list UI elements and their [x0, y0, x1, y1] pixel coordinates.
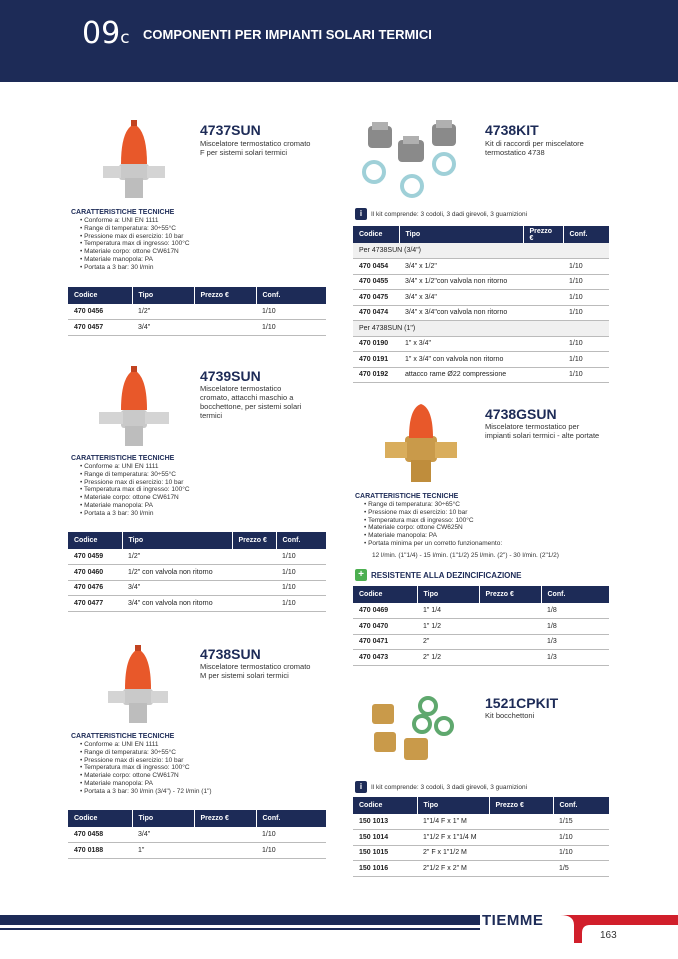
kit-note: i Il kit comprende: 3 codoli, 3 dadi girevoli, 3 guarnizioni	[355, 208, 527, 220]
table-row: 470 0455 3/4" x 1/2"con valvola non ritorno 1/10	[353, 274, 609, 290]
table-subheader: Per 4738SUN (1")	[353, 321, 609, 337]
product-table-1521cpkit: Codice Tipo Prezzo € Conf. 150 1013 1"1/4 F x 1" M 1/15 150 1014 1"1/2 F x 1"1/4 M 1/10 150 1015 2" F x 1"1/2 M 1/10 150 1016 2"1/2 F x 2" M 1/5	[353, 797, 609, 877]
table-row: 470 0477 3/4" con valvola non ritorno 1/10	[68, 596, 326, 612]
product-description: Kit di raccordi per miscelatore termostatico 4738	[485, 139, 584, 157]
info-icon: i	[355, 781, 367, 793]
product-table-4738gsun: Codice Tipo Prezzo € Conf. 470 0469 1" 1/4 1/8 470 0470 1" 1/2 1/8 470 0471 2" 1/3 470 0473 2" 1/2 1/3	[353, 586, 609, 666]
product-description: Miscelatore termostatico cromato F per sistemi solari termici	[200, 139, 311, 157]
table-row: 470 0469 1" 1/4 1/8	[353, 603, 609, 619]
product-name: 4738GSUN	[485, 406, 557, 422]
valve-4738sun-image	[108, 645, 168, 725]
valve-4739sun-image	[97, 366, 171, 448]
brand-logo: TIEMME	[482, 912, 544, 929]
table-row: 470 0188 1" 1/10	[68, 843, 326, 859]
tech-flow-rates: 12 l/min. (1"1/4) - 15 l/min. (1"1/2) 25 l/min. (2") - 30 l/min. (2"1/2)	[372, 552, 559, 559]
table-row: 150 1016 2"1/2 F x 2" M 1/5	[353, 861, 609, 877]
table-row: 470 0191 1" x 3/4" con valvola non ritorno 1/10	[353, 352, 609, 368]
product-table-4738sun: Codice Tipo Prezzo € Conf. 470 0458 3/4" 1/10 470 0188 1" 1/10	[68, 810, 326, 859]
table-row: 150 1013 1"1/4 F x 1" M 1/15	[353, 814, 609, 830]
table-row: 470 0458 3/4" 1/10	[68, 827, 326, 843]
footer-line	[0, 928, 480, 930]
page-number: 163	[600, 930, 617, 941]
table-row: 470 0470 1" 1/2 1/8	[353, 619, 609, 635]
product-name: 1521CPKIT	[485, 695, 559, 711]
dezincification-badge: + RESISTENTE ALLA DEZINCIFICAZIONE	[355, 569, 522, 581]
product-table-4738kit: Codice Tipo Prezzo € Conf. Per 4738SUN (3/4") 470 0454 3/4" x 1/2" 1/10 470 0455 3/4" x 1/2"con valvola non ritorno 1/10 470 0475 3/4" x 3/4" 1/10 470 0474 3/4" x 3/4"con valvola non ritorno 1/10 Per 4738SUN (1") 470 0190 1" x 3/4" 1/10 470 0191 1" x 3/4" con valvola non ritorno 1/10 470 0192 attacco rame Ø22 compressione 1/10	[353, 226, 609, 383]
product-table-4739sun: Codice Tipo Prezzo € Conf. 470 0459 1/2" 1/10 470 0460 1/2" con valvola non ritorno 1/10 470 0476 3/4" 1/10 470 0477 3/4" con valvola non ritorno 1/10	[68, 532, 326, 612]
table-row: 470 0474 3/4" x 3/4"con valvola non ritorno 1/10	[353, 305, 609, 321]
kit-1521cp-image	[368, 692, 464, 772]
table-row: 470 0454 3/4" x 1/2" 1/10	[353, 259, 609, 275]
table-row: 150 1015 2" F x 1"1/2 M 1/10	[353, 845, 609, 861]
table-row: 470 0476 3/4" 1/10	[68, 580, 326, 596]
brand-swoosh	[560, 915, 678, 943]
table-row: 470 0473 2" 1/2 1/3	[353, 650, 609, 666]
product-description: Miscelatore termostatico cromato, attacchi maschio a bocchettone, per sistemi solari termici	[200, 384, 302, 420]
table-row: 470 0460 1/2" con valvola non ritorno 1/10	[68, 565, 326, 581]
table-row: 150 1014 1"1/2 F x 1"1/4 M 1/10	[353, 830, 609, 846]
chapter-title: COMPONENTI PER IMPIANTI SOLARI TERMICI	[143, 27, 432, 42]
tech-heading: CARATTERISTICHE TECNICHE	[71, 455, 175, 462]
table-row: 470 0192 attacco rame Ø22 compressione 1/10	[353, 367, 609, 383]
product-name: 4738SUN	[200, 646, 261, 662]
product-description: Kit bocchettoni	[485, 711, 535, 720]
table-subheader: Per 4738SUN (3/4")	[353, 243, 609, 259]
plus-icon: +	[355, 569, 367, 581]
product-description: Miscelatore termostatico cromato M per sistemi solari termici	[200, 662, 311, 680]
chapter-number: 09c	[82, 16, 130, 51]
table-row: 470 0190 1" x 3/4" 1/10	[353, 336, 609, 352]
table-row: 470 0457 3/4" 1/10	[68, 320, 326, 336]
kit-note: i Il kit comprende: 3 codoli, 3 dadi girevoli, 3 guarnizioni	[355, 781, 527, 793]
tech-specs: • Range di temperatura: 30÷65°C • Pressione max di esercizio: 10 bar • Temperatura max di ingresso: 100°C • Materiale corpo: ottone CW625N • Materiale manopola: PA • Portata minima per un corretto funzionamento:	[364, 501, 502, 548]
tech-heading: CARATTERISTICHE TECNICHE	[71, 733, 175, 740]
kit-4738-image	[360, 120, 470, 202]
table-row: 470 0475 3/4" x 3/4" 1/10	[353, 290, 609, 306]
product-name: 4738KIT	[485, 122, 539, 138]
tech-specs: • Conforme a: UNI EN 1111 • Range di temperatura: 30÷55°C • Pressione max di esercizio: 10 bar • Temperatura max di ingresso: 100°C • Materiale corpo: ottone CW617N • Materiale manopola: PA • Portata a 3 bar: 30 l/min (3/4") - 72 l/min (1")	[80, 741, 212, 796]
page-header	[0, 0, 678, 82]
product-description: Miscelatore termostatico per impianti solari termici - alte portate	[485, 422, 600, 440]
product-name: 4739SUN	[200, 368, 261, 384]
valve-4738gsun-image	[385, 402, 457, 484]
table-row: 470 0471 2" 1/3	[353, 634, 609, 650]
table-row: 470 0459 1/2" 1/10	[68, 549, 326, 565]
table-row: 470 0456 1/2" 1/10	[68, 304, 326, 320]
product-table-4737sun: Codice Tipo Prezzo € Conf. 470 0456 1/2" 1/10 470 0457 3/4" 1/10	[68, 287, 326, 336]
tech-heading: CARATTERISTICHE TECNICHE	[355, 493, 459, 500]
product-name: 4737SUN	[200, 122, 261, 138]
tech-heading: CARATTERISTICHE TECNICHE	[71, 209, 175, 216]
tech-specs: • Conforme a: UNI EN 1111 • Range di temperatura: 30÷55°C • Pressione max di esercizio: 10 bar • Temperatura max di ingresso: 100°C • Materiale corpo: ottone CW617N • Materiale manopola: PA • Portata a 3 bar: 30 l/min	[80, 463, 190, 518]
valve-4737sun-image	[103, 120, 165, 200]
footer-bar	[0, 915, 480, 925]
info-icon: i	[355, 208, 367, 220]
tech-specs: • Conforme a: UNI EN 1111 • Range di temperatura: 30÷55°C • Pressione max di esercizio: 10 bar • Temperatura max di ingresso: 100°C • Materiale corpo: ottone CW617N • Materiale manopola: PA • Portata a 3 bar: 30 l/min	[80, 217, 190, 272]
